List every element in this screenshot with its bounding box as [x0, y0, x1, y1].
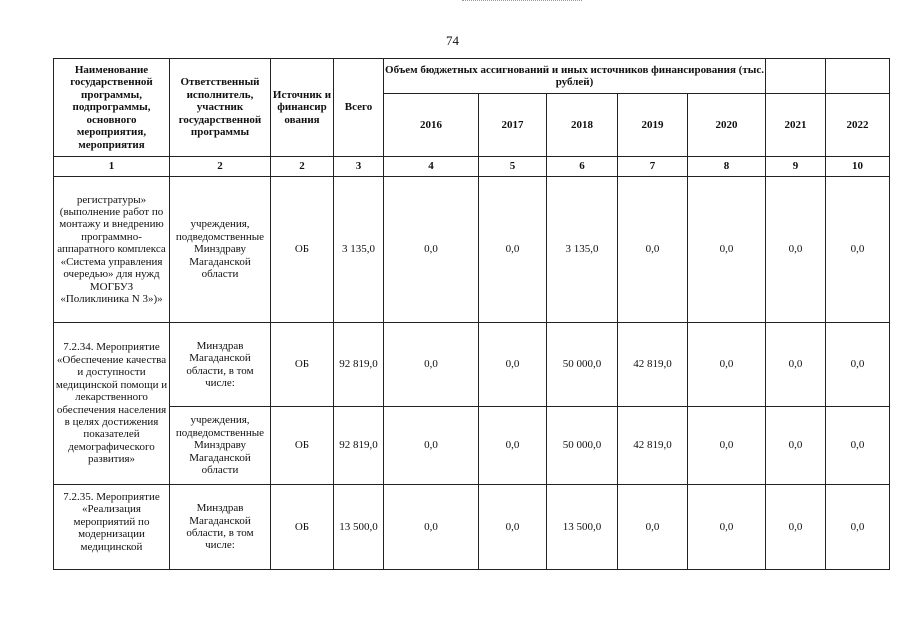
row-name: 7.2.34. Мероприятие «Обеспечение качества и доступности медицинской помощи и лекарственного обеспечения населения в целях достижения показателей демографического развития» — [54, 323, 170, 485]
row-total: 92 819,0 — [334, 323, 384, 407]
header-year: 2020 — [688, 94, 766, 157]
row-value: 0,0 — [479, 485, 547, 570]
row-value: 0,0 — [688, 407, 766, 485]
column-number: 4 — [384, 157, 479, 177]
table-row — [54, 177, 890, 323]
row-name: регистратуры» (выполнение работ по монтажу и внедрению программно-аппаратного комплекса «Система управления очередью» для нужд МОГБУЗ «Поликлиника N 3»)» — [54, 177, 170, 323]
row-value: 0,0 — [688, 177, 766, 323]
column-number: 3 — [334, 157, 384, 177]
row-total: 13 500,0 — [334, 485, 384, 570]
row-value: 0,0 — [826, 485, 890, 570]
table-row — [54, 323, 890, 407]
header-name: Наименование государственной программы, подпрограммы, основного мероприятия, мероприятия — [54, 59, 170, 157]
row-value: 50 000,0 — [547, 407, 618, 485]
row-value: 0,0 — [766, 485, 826, 570]
header-empty-2022 — [826, 59, 890, 94]
row-value: 0,0 — [618, 177, 688, 323]
row-value: 50 000,0 — [547, 323, 618, 407]
row-value: 0,0 — [826, 177, 890, 323]
page-number: 74 — [446, 33, 459, 48]
row-value: 0,0 — [618, 485, 688, 570]
row-value: 0,0 — [766, 407, 826, 485]
header-source: Источник и финансир ования — [271, 59, 334, 157]
row-value: 0,0 — [688, 485, 766, 570]
column-number-row — [54, 157, 890, 177]
row-executor: Минздрав Магаданской области, в том числе: — [170, 485, 271, 570]
header-year: 2018 — [547, 94, 618, 157]
row-value: 0,0 — [479, 323, 547, 407]
column-number: 9 — [766, 157, 826, 177]
row-value: 0,0 — [384, 177, 479, 323]
row-value: 0,0 — [688, 323, 766, 407]
column-number: 10 — [826, 157, 890, 177]
header-volume: Объем бюджетных ассигнований и иных источников финансирования (тыс. рублей) — [384, 59, 766, 94]
row-value: 42 819,0 — [618, 407, 688, 485]
row-value: 0,0 — [479, 407, 547, 485]
row-value: 42 819,0 — [618, 323, 688, 407]
row-value: 0,0 — [479, 177, 547, 323]
row-value: 0,0 — [826, 407, 890, 485]
row-source: ОБ — [271, 177, 334, 323]
header-year: 2019 — [618, 94, 688, 157]
column-number: 2 — [170, 157, 271, 177]
column-number: 6 — [547, 157, 618, 177]
column-number: 8 — [688, 157, 766, 177]
column-number: 1 — [54, 157, 170, 177]
row-total: 92 819,0 — [334, 407, 384, 485]
header-year: 2022 — [826, 94, 890, 157]
page-top-mark — [462, 0, 582, 3]
budget-table — [53, 58, 890, 570]
header-executor: Ответственный исполнитель, участник государственной программы — [170, 59, 271, 157]
column-number: 7 — [618, 157, 688, 177]
row-value: 0,0 — [826, 323, 890, 407]
row-name: 7.2.35. Мероприятие «Реализация мероприятий по модернизации медицинской — [54, 485, 170, 570]
header-row-1 — [54, 59, 890, 94]
table-row — [54, 407, 890, 485]
row-value: 0,0 — [384, 323, 479, 407]
header-total: Всего — [334, 59, 384, 157]
column-number: 5 — [479, 157, 547, 177]
header-year: 2016 — [384, 94, 479, 157]
row-source: ОБ — [271, 323, 334, 407]
column-number: 2 — [271, 157, 334, 177]
header-year: 2017 — [479, 94, 547, 157]
row-value: 13 500,0 — [547, 485, 618, 570]
row-value: 0,0 — [384, 407, 479, 485]
row-source: ОБ — [271, 485, 334, 570]
row-source: ОБ — [271, 407, 334, 485]
table-row — [54, 485, 890, 570]
row-value: 0,0 — [766, 323, 826, 407]
header-year: 2021 — [766, 94, 826, 157]
row-value: 0,0 — [766, 177, 826, 323]
row-executor: Минздрав Магаданской области, в том числе: — [170, 323, 271, 407]
row-value: 3 135,0 — [547, 177, 618, 323]
header-empty-2021 — [766, 59, 826, 94]
row-executor: учреждения, подведомственные Минздраву Магаданской области — [170, 407, 271, 485]
row-total: 3 135,0 — [334, 177, 384, 323]
row-value: 0,0 — [384, 485, 479, 570]
row-executor: учреждения, подведомственные Минздраву Магаданской области — [170, 177, 271, 323]
